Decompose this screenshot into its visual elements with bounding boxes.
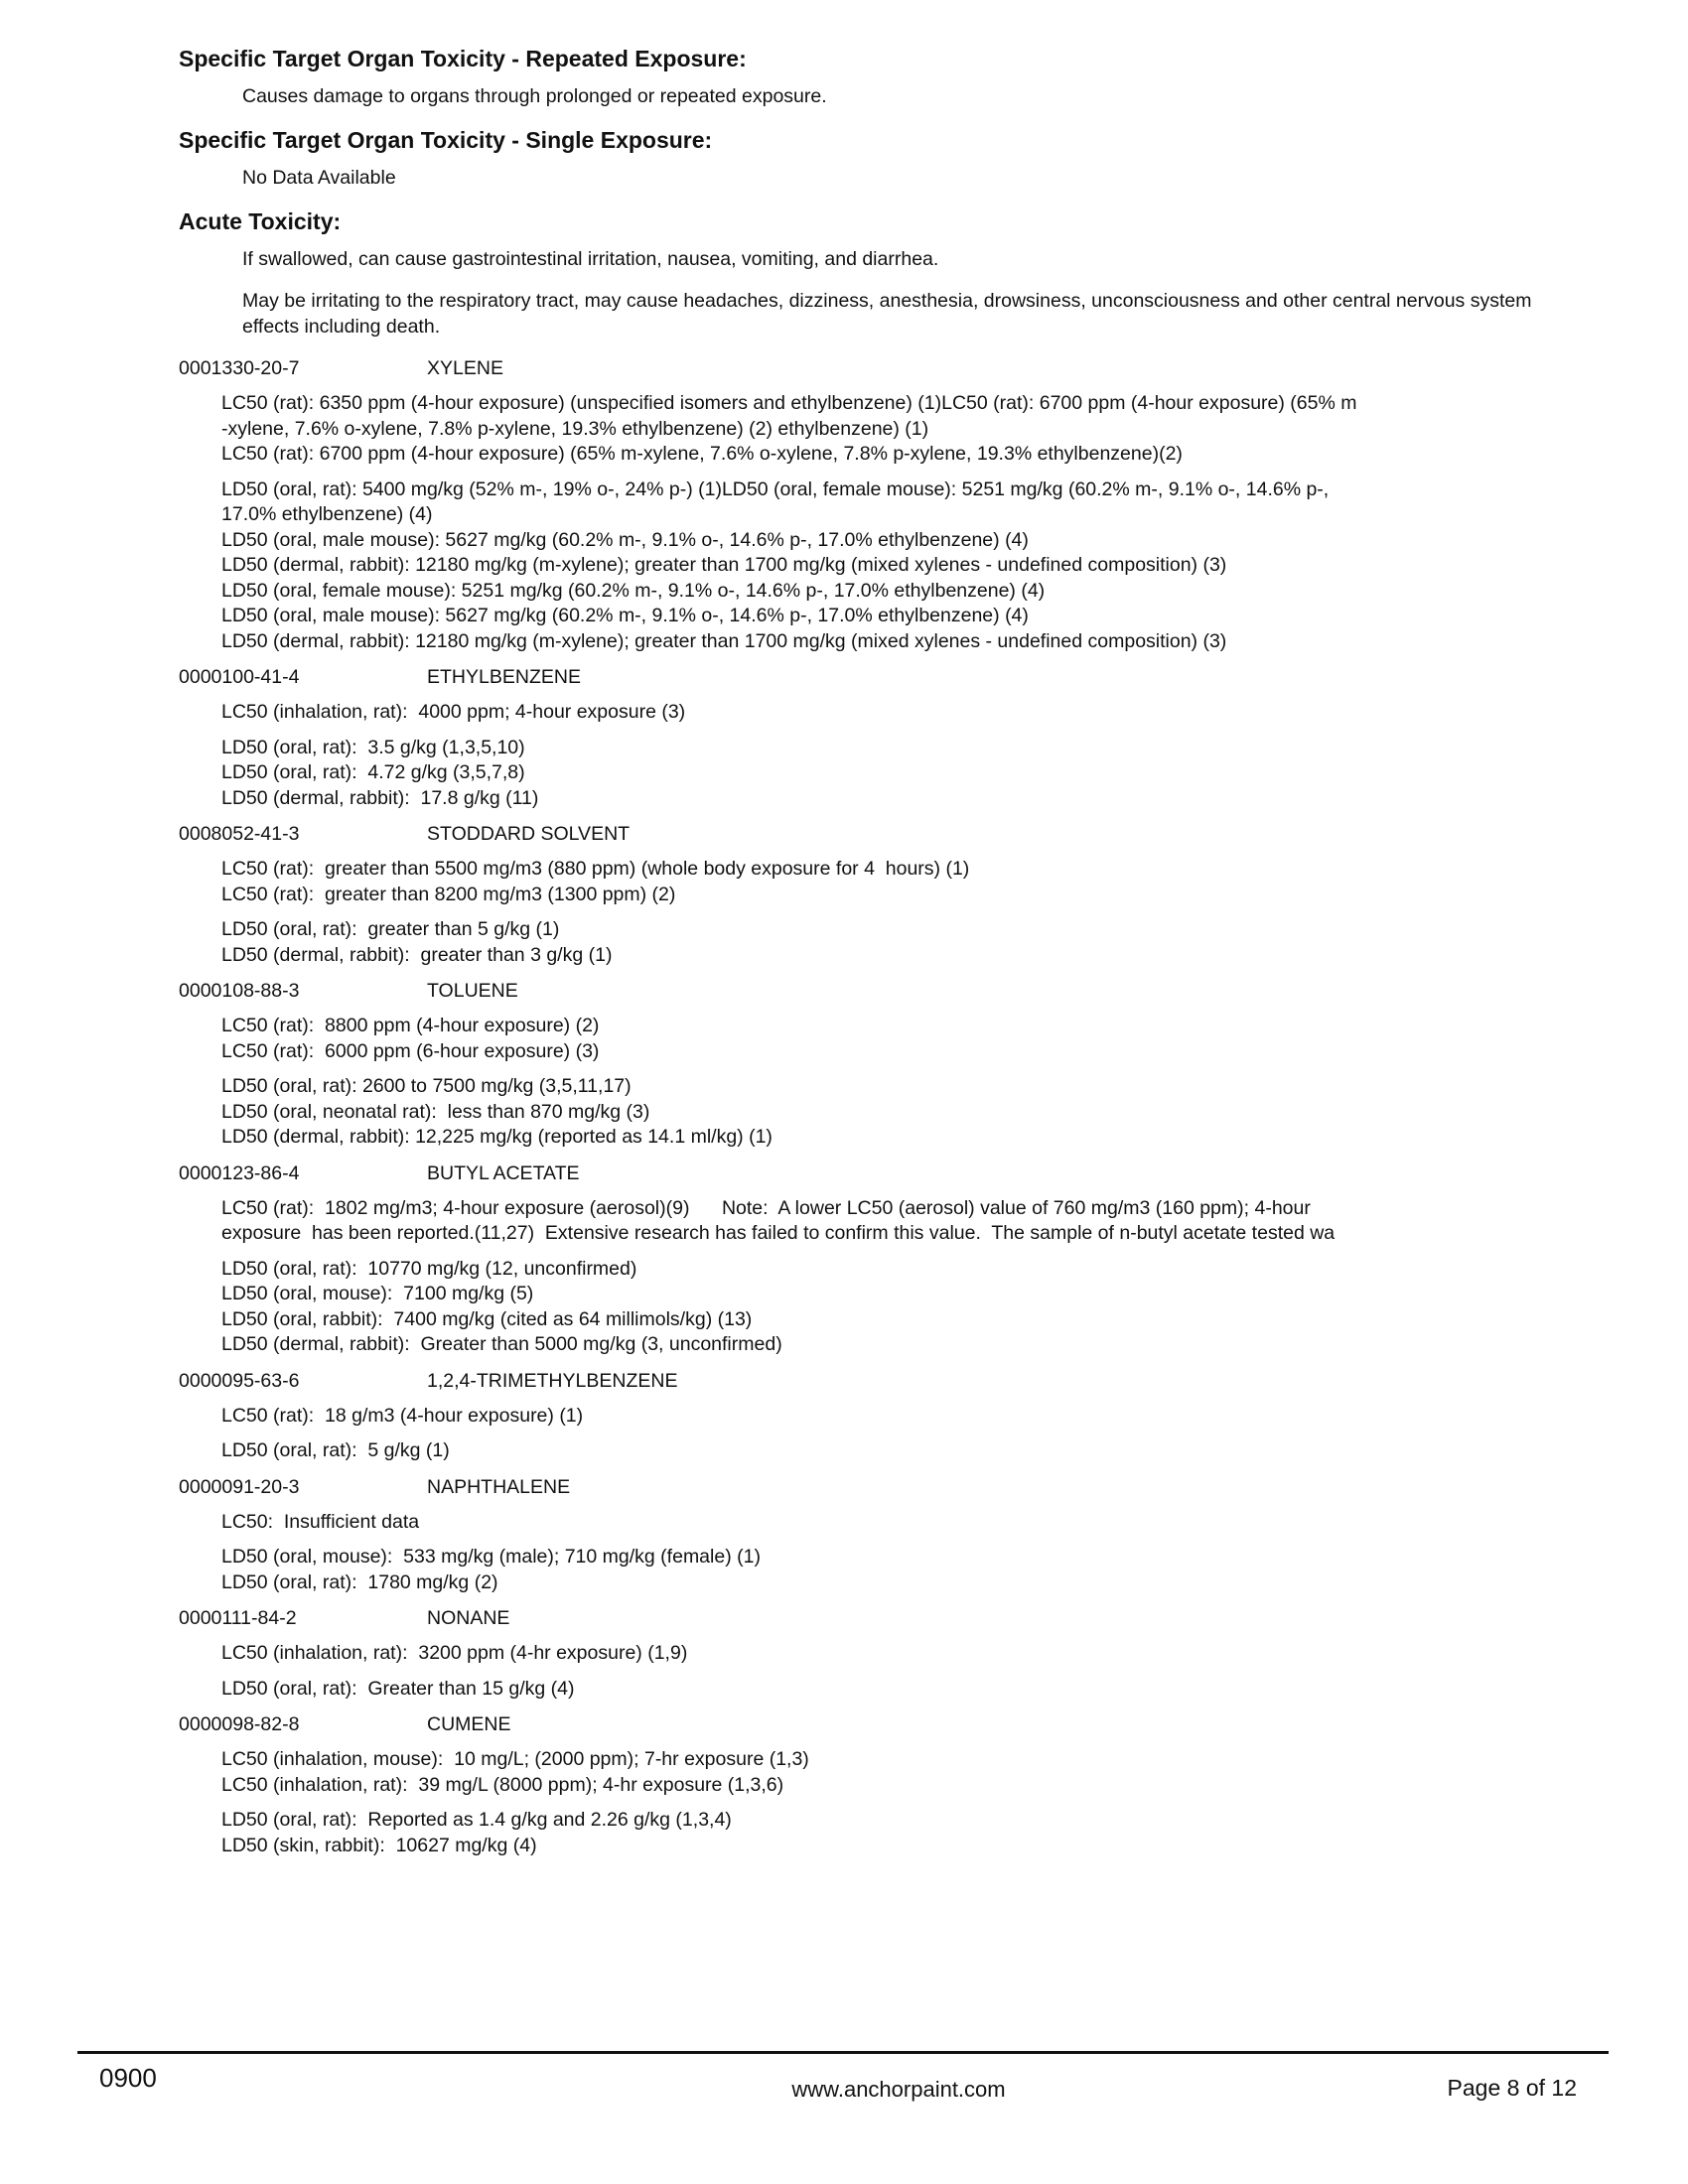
section xyxy=(179,44,1589,109)
toxicity-line: LC50 (rat): 8800 ppm (4-hour exposure) (2) xyxy=(221,1015,600,1036)
toxicity-group xyxy=(221,1641,1589,1667)
toxicity-group xyxy=(221,1747,1589,1798)
toxicity-group xyxy=(221,1677,1589,1703)
toxicity-line: LD50 (skin, rabbit): 10627 mg/kg (4) xyxy=(221,1834,537,1856)
section-paragraph: Causes damage to organs through prolonged or repeated exposure. xyxy=(242,85,827,107)
toxicity-line: LD50 (dermal, rabbit): greater than 3 g/kg (1) xyxy=(221,943,613,966)
chemical-name: CUMENE xyxy=(427,1713,511,1735)
cas-number: 0001330-20-7 xyxy=(179,357,300,379)
toxicity-line: LD50 (oral, rat): 2600 to 7500 mg/kg (3,5,11,17) xyxy=(221,1075,632,1097)
cas-number: 0000091-20-3 xyxy=(179,1475,300,1498)
cas-number: 0008052-41-3 xyxy=(179,823,300,845)
toxicity-line: LD50 (oral, rat): Greater than 15 g/kg (4) xyxy=(221,1677,575,1700)
chemical-header xyxy=(179,1160,1589,1186)
toxicity-line: LC50 (inhalation, rat): 3200 ppm (4-hr exposure) (1,9) xyxy=(221,1642,688,1664)
chemical-name: XYLENE xyxy=(427,357,503,379)
chemical-entry xyxy=(179,821,1589,968)
chemical-entry xyxy=(179,1368,1589,1464)
section-paragraph: No Data Available xyxy=(242,167,396,189)
chemical-name: STODDARD SOLVENT xyxy=(427,823,631,845)
cas-number: 0000100-41-4 xyxy=(179,666,300,688)
toxicity-group xyxy=(221,1438,1589,1464)
toxicity-line: LD50 (dermal, rabbit): 12,225 mg/kg (reported as 14.1 ml/kg) (1) xyxy=(221,1126,773,1148)
toxicity-line: LD50 (oral, rat): Reported as 1.4 g/kg and 2.26 g/kg (1,3,4) xyxy=(221,1809,732,1831)
chemical-header xyxy=(179,664,1589,690)
toxicity-line: LD50 (oral, rat): 3.5 g/kg (1,3,5,10) xyxy=(221,736,525,758)
cas-number: 0000123-86-4 xyxy=(179,1161,300,1184)
toxicity-line: LC50 (rat): 1802 mg/m3; 4-hour exposure (aerosol)(9) Note: A lower LC50 (aerosol) value of 760 mg/m3 (160 ppm); 4-hour xyxy=(221,1196,1311,1219)
section-heading: Specific Target Organ Toxicity - Single Exposure: xyxy=(179,127,713,153)
chemical-name: NONANE xyxy=(427,1607,510,1629)
chemical-name: ETHYLBENZENE xyxy=(427,666,581,688)
toxicity-line: LD50 (dermal, rabbit): 12180 mg/kg (m-xylene); greater than 1700 mg/kg (mixed xylenes - undefined composition) (3) xyxy=(221,629,1227,652)
toxicity-line: LD50 (oral, neonatal rat): less than 870 mg/kg (3) xyxy=(221,1100,650,1123)
section xyxy=(179,125,1589,191)
chemical-name: 1,2,4-TRIMETHYLBENZENE xyxy=(427,1369,678,1392)
section xyxy=(179,206,1589,340)
chemical-name: NAPHTHALENE xyxy=(427,1475,571,1498)
chemical-entry xyxy=(179,664,1589,811)
cas-number: 0000098-82-8 xyxy=(179,1713,300,1735)
toxicity-line: LC50 (inhalation, mouse): 10 mg/L; (2000 ppm); 7-hr exposure (1,3) xyxy=(221,1748,809,1770)
toxicity-line: LD50 (oral, rat): greater than 5 g/kg (1) xyxy=(221,918,560,940)
chemicals-list xyxy=(179,355,1589,1858)
toxicity-line: LC50 (inhalation, rat): 39 mg/L (8000 ppm); 4-hr exposure (1,3,6) xyxy=(221,1773,784,1796)
chemical-entry xyxy=(179,355,1589,654)
toxicity-group xyxy=(221,1196,1589,1247)
chemical-header xyxy=(179,1711,1589,1737)
chemical-entry xyxy=(179,1474,1589,1596)
toxicity-group xyxy=(221,1808,1589,1858)
toxicity-line: LD50 (oral, rat): 10770 mg/kg (12, unconfirmed) xyxy=(221,1257,637,1280)
toxicity-line: LD50 (oral, mouse): 7100 mg/kg (5) xyxy=(221,1283,534,1304)
section-paragraph: If swallowed, can cause gastrointestinal irritation, nausea, vomiting, and diarrhea. xyxy=(242,248,939,270)
toxicity-line: LC50 (rat): greater than 8200 mg/m3 (1300 ppm) (2) xyxy=(221,883,676,905)
toxicity-group xyxy=(221,857,1589,907)
footer-page-number: Page 8 of 12 xyxy=(1447,2075,1577,2101)
toxicity-group xyxy=(221,917,1589,968)
toxicity-line: LD50 (oral, male mouse): 5627 mg/kg (60.2% m-, 9.1% o-, 14.6% p-, 17.0% ethylbenzene) (4) xyxy=(221,605,1029,626)
section-heading: Specific Target Organ Toxicity - Repeated Exposure: xyxy=(179,46,747,71)
section-heading: Acute Toxicity: xyxy=(179,208,342,234)
cas-number: 0000108-88-3 xyxy=(179,980,300,1002)
toxicity-line: LC50 (inhalation, rat): 4000 ppm; 4-hour exposure (3) xyxy=(221,701,686,723)
footer-code: 0900 xyxy=(99,2063,157,2093)
toxicity-line: LC50 (rat): 18 g/m3 (4-hour exposure) (1) xyxy=(221,1404,584,1427)
toxicity-line: LC50 (rat): 6350 ppm (4-hour exposure) (unspecified isomers and ethylbenzene) (1)LC50 (rat): 6700 ppm (4-hour exposure) (65% m xyxy=(221,392,1357,414)
toxicity-line: LC50 (rat): 6700 ppm (4-hour exposure) (65% m-xylene, 7.6% o-xylene, 7.8% p-xylene, 19.3% ethylbenzene)(2) xyxy=(221,443,1183,465)
toxicity-line: 17.0% ethylbenzene) (4) xyxy=(221,503,433,525)
chemical-header xyxy=(179,355,1589,381)
toxicity-line: LC50 (rat): greater than 5500 mg/m3 (880 ppm) (whole body exposure for 4 hours) (1) xyxy=(221,858,970,880)
toxicity-group xyxy=(221,1545,1589,1595)
toxicity-line: LC50 (rat): 6000 ppm (6-hour exposure) (3) xyxy=(221,1039,600,1062)
document-body xyxy=(179,44,1589,1868)
chemical-entry xyxy=(179,1160,1589,1358)
chemical-entry xyxy=(179,978,1589,1151)
toxicity-group xyxy=(221,391,1589,468)
chemical-entry xyxy=(179,1711,1589,1858)
toxicity-line: LD50 (oral, male mouse): 5627 mg/kg (60.2% m-, 9.1% o-, 14.6% p-, 17.0% ethylbenzene) (4) xyxy=(221,528,1029,551)
chemical-header xyxy=(179,821,1589,847)
cas-number: 0000111-84-2 xyxy=(179,1607,297,1629)
toxicity-line: LD50 (oral, female mouse): 5251 mg/kg (60.2% m-, 9.1% o-, 14.6% p-, 17.0% ethylbenzene) (4) xyxy=(221,579,1046,602)
toxicity-line: -xylene, 7.6% o-xylene, 7.8% p-xylene, 19.3% ethylbenzene) (2) ethylbenzene) (1) xyxy=(221,417,929,440)
toxicity-line: LD50 (oral, mouse): 533 mg/kg (male); 710 mg/kg (female) (1) xyxy=(221,1546,761,1568)
toxicity-line: LC50: Insufficient data xyxy=(221,1510,420,1533)
toxicity-line: LD50 (oral, rat): 1780 mg/kg (2) xyxy=(221,1570,498,1593)
toxicity-group xyxy=(221,1014,1589,1064)
toxicity-line: LD50 (dermal, rabbit): Greater than 5000 mg/kg (3, unconfirmed) xyxy=(221,1333,782,1355)
chemical-header xyxy=(179,1368,1589,1394)
chemical-header xyxy=(179,1474,1589,1500)
footer-website: www.anchorpaint.com xyxy=(791,2077,1006,2102)
toxicity-group xyxy=(221,1257,1589,1358)
chemical-header xyxy=(179,1605,1589,1631)
chemical-header xyxy=(179,978,1589,1004)
cas-number: 0000095-63-6 xyxy=(179,1369,300,1392)
toxicity-group xyxy=(221,1074,1589,1151)
chemical-name: TOLUENE xyxy=(427,980,518,1002)
sections-container xyxy=(179,44,1589,340)
chemical-entry xyxy=(179,1605,1589,1702)
chemical-name: BUTYL ACETATE xyxy=(427,1161,580,1184)
toxicity-group xyxy=(221,736,1589,812)
toxicity-line: LD50 (oral, rat): 5 g/kg (1) xyxy=(221,1439,450,1461)
toxicity-line: exposure has been reported.(11,27) Extensive research has failed to confirm this value. The sample of n-butyl acetate tested wa xyxy=(221,1222,1336,1244)
toxicity-line: LD50 (oral, rat): 4.72 g/kg (3,5,7,8) xyxy=(221,761,525,783)
toxicity-line: LD50 (dermal, rabbit): 17.8 g/kg (11) xyxy=(221,786,539,809)
toxicity-group xyxy=(221,478,1589,655)
toxicity-group xyxy=(221,700,1589,726)
section-paragraph: May be irritating to the respiratory tract, may cause headaches, dizziness, anesthesia, drowsiness, unconsciousness and other central nervous system effects including death. xyxy=(242,290,1532,338)
footer-divider xyxy=(77,2051,1609,2054)
toxicity-line: LD50 (dermal, rabbit): 12180 mg/kg (m-xylene); greater than 1700 mg/kg (mixed xylenes - undefined composition) (3) xyxy=(221,554,1227,576)
toxicity-line: LD50 (oral, rabbit): 7400 mg/kg (cited as 64 millimols/kg) (13) xyxy=(221,1307,753,1330)
toxicity-group xyxy=(221,1404,1589,1430)
toxicity-group xyxy=(221,1510,1589,1536)
toxicity-line: LD50 (oral, rat): 5400 mg/kg (52% m-, 19% o-, 24% p-) (1)LD50 (oral, female mouse): 5251 mg/kg (60.2% m-, 9.1% o-, 14.6% p-, xyxy=(221,478,1330,500)
